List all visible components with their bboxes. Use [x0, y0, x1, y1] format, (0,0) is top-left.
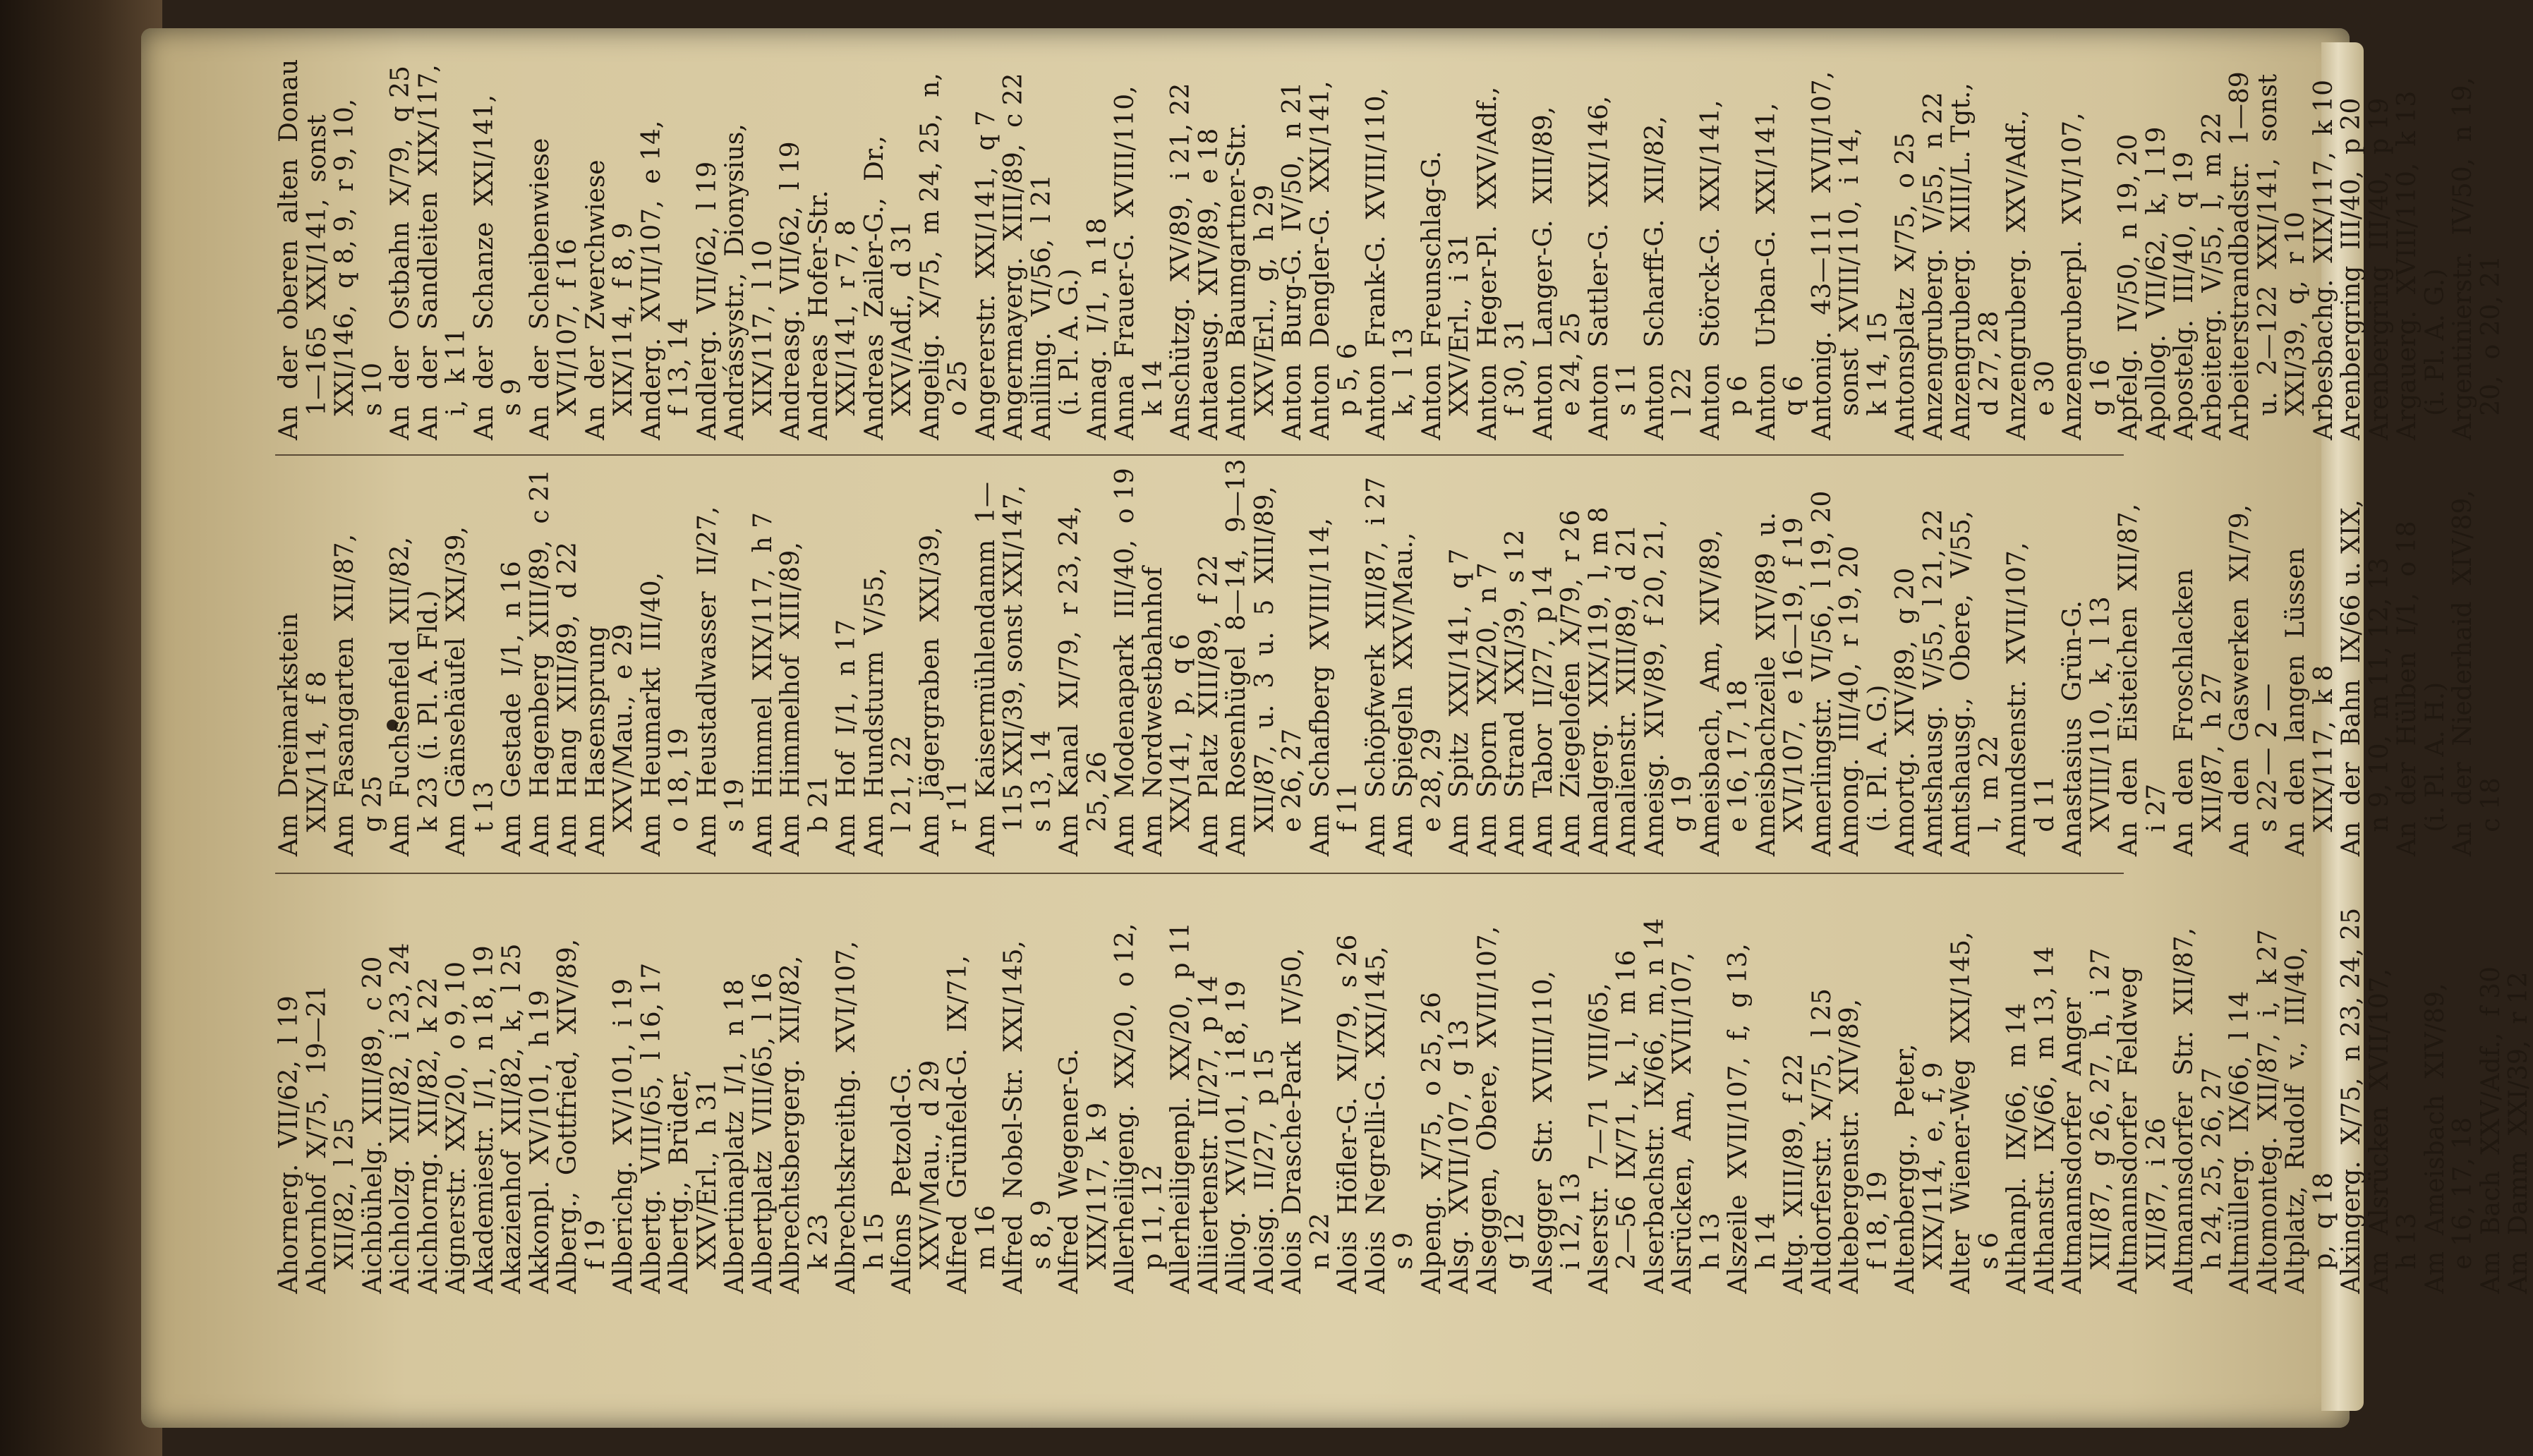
index-entry: An der Ostbahn X/79, q 25 [386, 66, 415, 440]
index-entry: Am Ziegelofen X/79, r 26 [1556, 509, 1585, 856]
index-entry: Althanpl. IX/66, m 14 [2002, 1002, 2031, 1294]
index-entry: Ameisg. XIV/89, f 20, 21, [1640, 519, 1669, 856]
index-entry: k, l 13 [1389, 327, 1418, 440]
index-entry: Amtshausg. V/55, l 21, 22 [1918, 509, 1948, 856]
index-entry: Akazienhof XII/82, k, l 25 [497, 943, 526, 1294]
index-entry: Albrechtsbergerg. XII/82, [776, 955, 805, 1294]
index-entry: (i. Pl. A. H.) [2420, 681, 2450, 856]
index-entry: XIX/117, k 9 [1082, 1102, 1112, 1294]
index-entry: An der oberen alten Donau [274, 59, 303, 440]
street-index-column-3 [275, 45, 2505, 440]
index-entry: Althanstr. IX/66, m 13, 14 [2030, 946, 2060, 1294]
index-entry: i 12, 13 [1556, 1172, 1585, 1294]
index-entry: n 9, 10, m 11, 12, 13 [2364, 557, 2394, 856]
index-entry: f 11 [1334, 782, 1362, 856]
index-entry: Amerlingstr. VI/56, l 19, 20 [1807, 490, 1837, 856]
index-entry: XXI/146, q 8, 9, r 9, 10, [330, 98, 359, 440]
index-entry: o 18, 19 [665, 728, 694, 856]
index-entry: t 13 [469, 781, 499, 856]
column-divider [275, 454, 2124, 456]
book-spine [0, 0, 162, 1456]
index-entry: Alserstr. 7—71 VIII/65, [1584, 983, 1614, 1294]
index-entry: l 21, 22 [888, 735, 917, 856]
index-entry: Ahornerg. VII/62, l 19 [274, 995, 303, 1294]
index-entry: Am Jägergraben XXI/39, [915, 526, 945, 856]
index-entry: Am Bach XXV/Adf., f 30 [2476, 966, 2505, 1294]
index-entry: Akkonpl. XV/101, h 19 [525, 990, 555, 1294]
column-divider [275, 873, 2124, 874]
index-entry: Altebergenstr. XIV/89, [1835, 998, 1864, 1294]
index-entry: An der Bahn IX/66 u. XIX, [2337, 499, 2366, 856]
index-entry: Alsegger Str. XVIII/110, [1528, 970, 1558, 1294]
index-entry: Andreasg. VII/62, l 19 [776, 141, 805, 440]
index-entry: Am Hang XIII/89, d 22 [553, 542, 582, 856]
index-entry: h 13 [2393, 1213, 2422, 1294]
index-entry: Am Kanal XI/79, r 23, 24, [1055, 505, 1084, 856]
index-entry: Ameisbachzeile XIV/89 u. [1751, 511, 1781, 856]
index-entry: e 16, 17, 18 [2448, 1117, 2477, 1294]
index-entry: Am Nordwestbahnhof [1138, 566, 1168, 856]
index-entry: Alois Drasche-Park IV/50, [1278, 947, 1307, 1294]
index-entry: f 13, 14 [665, 317, 694, 440]
index-entry: Among. III/40, r 19, 20 [1835, 545, 1864, 856]
index-entry: g 16 [2086, 359, 2115, 440]
index-entry: Anton Dengler-G. XXI/141, [1305, 80, 1335, 440]
index-entry: Aichholzg. XII/82, i 23, 24 [386, 942, 415, 1294]
index-entry: k 14, 15 [1863, 311, 1892, 440]
index-entry: Apfelg. IV/50, n 19, 20 [2114, 133, 2143, 440]
index-entry: XX/141, p, q 6 [1166, 633, 1195, 856]
index-entry: Angererstr. XXI/141, q 7 [971, 110, 1000, 440]
page-content [141, 28, 2533, 1428]
index-entry: Anzengruberg. V/55, n 22 [1918, 92, 1948, 440]
index-entry: Antaeusg. XIV/89, e 18 [1194, 128, 1223, 440]
index-entry: Am Himmel XIX/117, h 7 [748, 511, 778, 856]
index-entry: Annag. I/1, n 18 [1082, 217, 1112, 440]
index-entry: e 28, 29 [1417, 728, 1446, 856]
index-entry: Alois Höfler-G. XI/79, s 26 [1334, 934, 1362, 1294]
index-entry: Altdorferstr. X/75, l 25 [1807, 988, 1837, 1294]
index-entry: Am Modenapark III/40, o 19 [1111, 468, 1139, 856]
index-entry: Arbeiterg. V/55, l, m 22 [2197, 112, 2227, 440]
index-entry: r 11 [943, 779, 972, 856]
index-entry: Akademiestr. I/1, n 18, 19 [469, 945, 499, 1294]
index-entry: An der Scheibenwiese [525, 138, 555, 440]
index-entry: XII/87, i 26 [2141, 1117, 2171, 1294]
index-entry: Andreas Hofer-Str. [804, 190, 833, 440]
index-entry: XXV/Erl., h 31 [692, 1079, 722, 1294]
index-entry: An der Schanze XXI/141, [469, 94, 499, 440]
index-entry: Alberg., Gottfried, XIV/89, [553, 938, 582, 1294]
index-entry: An den Eisteichen XII/87, [2114, 503, 2143, 856]
index-entry: p, q 18 [2309, 1172, 2338, 1294]
index-entry: Am Spitz XXI/141, q 7 [1445, 548, 1474, 856]
index-entry: An der Hülben I/1, o 18 [2393, 521, 2422, 856]
index-entry: Anna Frauer-G. XVIII/110, [1111, 85, 1139, 440]
index-entry: Anzengruberg. XIII/L. Tgt., [1947, 83, 1976, 440]
index-entry: 115 XXI/39, sonst XXI/147, [999, 485, 1028, 856]
index-entry: Albertg. VIII/65, l 16, 17 [636, 962, 666, 1294]
index-entry: p 6 [1724, 375, 1753, 440]
index-entry: h 15 [859, 1213, 889, 1294]
index-entry: Alserbachstr. IX/66, m, n 14 [1640, 918, 1669, 1294]
index-entry: 1—165 XXI/141, sonst [302, 114, 332, 440]
index-entry: XII/87, u. 3 u. 5 XIII/89, [1250, 486, 1279, 856]
index-entry: Argauerg. XVIII/110, k 13 [2393, 90, 2422, 440]
index-entry: Anton Urban-G. XXI/141, [1751, 102, 1781, 440]
index-entry: s 22 [2253, 778, 2283, 856]
index-entry: Am Fasangarten XII/87, [330, 533, 359, 856]
index-entry: Aloisg. II/27, p 15 [1250, 1048, 1279, 1294]
index-entry: f 30, 31 [1501, 317, 1530, 440]
index-entry: Alois Negrelli-G. XXI/145, [1361, 946, 1391, 1294]
index-entry: p 5, 6 [1334, 343, 1362, 440]
index-entry: Am Gänsehäufel XXI/39, [442, 526, 471, 856]
index-entry: Am Schafberg XVIII/114, [1305, 518, 1335, 856]
street-index-column-1 [275, 899, 2533, 1294]
index-entry: c 18 [2476, 777, 2505, 856]
index-entry: XIX/117, l 10 [748, 240, 778, 440]
index-entry: XXV/Adf., d 31 [888, 221, 917, 440]
index-entry: (i. Pl. A. G.) [1055, 268, 1084, 440]
index-entry: Arenbergring III/40, p 20 [2337, 97, 2366, 440]
index-entry: An den Gaswerken XI/79, [2225, 504, 2254, 856]
index-entry: Am Gestade I/1, n 16 [497, 561, 526, 856]
index-entry: Albertplatz VIII/65, l 16 [748, 972, 778, 1294]
index-entry: Am Dreimarkstein [274, 612, 303, 856]
index-entry: sonst XVIII/110, i 14, [1835, 127, 1864, 440]
index-entry: XII/87, h 27 [2197, 672, 2227, 856]
index-entry: Anton Frank-G. XVIII/110, [1361, 87, 1391, 440]
index-entry: s 19 [720, 778, 749, 856]
index-entry: Ahornhof X/75, 19—21 [302, 985, 332, 1294]
index-entry: m 16 [971, 1205, 1000, 1294]
index-entry: An der Sandleiten XIX/117, [413, 64, 443, 440]
index-entry: Altomonteg. XII/87, i, k 27 [2253, 928, 2283, 1294]
index-entry: s 10 [358, 362, 387, 440]
index-entry: (i. Pl. A. G.) [1863, 684, 1892, 856]
index-entry: Amalienstr. XIII/89, d 21 [1612, 524, 1641, 856]
index-entry: d 11 [2030, 775, 2060, 856]
index-entry: Ameisbach, Am, XIV/89, [1695, 529, 1725, 856]
index-entry: Allerheiligenpl. XX/20, p 11 [1166, 922, 1195, 1294]
index-entry: s 13, 14 [1027, 730, 1056, 856]
index-entry: Argentinierstr. IV/50, n 19, [2448, 77, 2477, 440]
index-entry: Andlerg. VII/62, l 19 [692, 161, 722, 440]
index-entry: 2—56 IX/71, k, l, m 16 [1612, 950, 1641, 1294]
index-entry: Aignerstr. XX/20, o 9, 10 [442, 961, 471, 1294]
index-entry: Alliiertenstr. II/27, p 14 [1194, 975, 1223, 1294]
index-entry: Anzengruberpl. XVI/107, [2058, 112, 2087, 440]
index-entry: Am Tabor II/27, p 14 [1528, 566, 1558, 856]
index-entry: s 6 [1974, 1232, 2004, 1294]
index-entry: Anton Langer-G. XIII/89, [1528, 106, 1558, 440]
index-entry: h 24, 25, 26, 27 [2197, 1067, 2227, 1294]
index-entry: XIX/117, k 8 [2309, 665, 2338, 856]
index-entry: Antonsplatz X/75, o 25 [1891, 132, 1920, 440]
index-entry: n 22 [1305, 1213, 1335, 1294]
index-entry: Am Heustadlwasser II/27, [692, 506, 722, 856]
index-entry: Alsg. XVII/107, g 13 [1445, 1019, 1474, 1294]
index-entry: Allerheiligeng. XX/20, o 12, [1111, 923, 1139, 1294]
index-entry: s 11 [1612, 362, 1641, 440]
index-entry: An der Zwerchwiese [581, 159, 610, 440]
index-entry: Altmannsdorfer Str. XII/87, [2170, 927, 2199, 1294]
index-entry: Andreas Zailer-G., Dr., [859, 135, 889, 440]
index-entry: Am Rosenhügel 8—14, 9—13 [1222, 459, 1251, 856]
index-entry: Anton Scharff-G. XII/82, [1640, 116, 1669, 440]
index-entry: XII/87, g 26, 27, h, i 27 [2086, 947, 2115, 1294]
index-entry: Andrássystr., Dionysius, [720, 123, 749, 440]
index-entry: Am Kaisermühlendamm 1— [971, 482, 1000, 856]
index-entry: Am Ameisbach XIV/89, [2420, 983, 2450, 1294]
index-entry: Aichbühelg. XIII/89, c 20 [358, 956, 387, 1294]
page-number: — 2 — [2251, 683, 2283, 776]
index-entry: g 25 [358, 775, 387, 856]
index-entry: Alfred Wegener-G. [1055, 1048, 1084, 1294]
index-entry: e 16, 17, 18 [1724, 679, 1753, 856]
index-entry: Am Hundsturm V/55, [859, 567, 889, 856]
index-entry: Alsrücken, Am, XVII/107, [1668, 952, 1697, 1294]
index-entry: e 30 [2030, 360, 2060, 440]
index-entry: XII/82, l 25 [330, 1117, 359, 1294]
index-entry: XXI/39, q, r 10 [2281, 212, 2310, 440]
index-entry: h 13 [1695, 1213, 1725, 1294]
index-entry: XXV/Erl., g, h 29 [1250, 184, 1279, 440]
index-entry: XIX/114, f 8 [302, 671, 332, 856]
index-entry: Altmannsdorfer Feldweg [2114, 966, 2143, 1294]
index-entry: XXV/Mau., d 29 [915, 1060, 945, 1294]
index-entry: Alseggen, Obere, XVII/107, [1473, 926, 1502, 1294]
index-entry: p 11, 12 [1138, 1164, 1168, 1294]
index-entry: Am Alsrücken XVII/107, [2364, 968, 2394, 1294]
index-entry: XIX/114, f 8, 9 [609, 222, 638, 440]
index-entry: Altenbergg., Peter, [1891, 1043, 1920, 1294]
index-entry: Arbesbachg. XIX/117, k 10 [2309, 80, 2338, 440]
index-entry: Anton Sattler-G. XXI/146, [1584, 95, 1614, 440]
index-entry: Am Strand XXI/39, s 12 [1501, 529, 1530, 856]
index-entry: XIX/114, e, f, 9 [1918, 1062, 1948, 1294]
index-entry: Anton Baumgartner-Str. [1222, 122, 1251, 440]
index-entry: Anastasius Grün-G. [2058, 600, 2087, 856]
index-entry: Am Spiegeln XXV/Mau., [1389, 532, 1418, 856]
index-entry: Altmannsdorfer Anger [2058, 997, 2087, 1294]
index-entry: k 14 [1138, 360, 1168, 440]
index-entry: o 25 [943, 360, 972, 440]
index-entry: k 23 (i. Pl. A. Fld.) [413, 590, 443, 856]
index-entry: Amundsenstr. XVII/107, [2002, 542, 2031, 856]
index-entry: Anschützg. XV/89, i 21, 22 [1166, 83, 1195, 440]
index-entry: q 6 [1779, 375, 1808, 440]
index-entry: Alter Wiener-Weg XXI/145, [1947, 931, 1976, 1294]
index-entry: b 21 [804, 775, 833, 856]
index-entry: Am Schöpfwerk XII/87, i 27 [1361, 476, 1391, 856]
index-entry: s 9 [1389, 1232, 1418, 1294]
index-entry: Am Hof I/1, n 17 [832, 619, 861, 856]
index-entry: Anton Störck-G. XXI/141, [1695, 99, 1725, 440]
index-entry: Albertg., Brüder, [665, 1069, 694, 1294]
index-entry: Alfred Grünfeld-G. IX/71, [943, 954, 972, 1294]
index-entry: l, m 22 [1974, 735, 2004, 856]
index-entry: 20, o 20, 21 [2476, 255, 2505, 440]
index-entry: Aichhorng. XII/82, k 22 [413, 977, 443, 1294]
index-entry: Am Heumarkt III/40, [636, 572, 666, 856]
index-entry: i, k 11 [442, 327, 471, 440]
index-entry: Alfons Petzold-G. [888, 1067, 917, 1294]
index-entry: XXI/141, r 7, 8 [832, 219, 861, 440]
index-entry: Am Hasensprung [581, 626, 610, 856]
index-entry: Am Hagenberg XIII/89, c 21 [525, 469, 555, 856]
index-entry: Am Sporn XX/20, n 7 [1473, 562, 1502, 856]
index-entry: Am Fuchsenfeld XII/82, [386, 536, 415, 856]
index-entry: XVI/107, f 16 [553, 238, 582, 440]
index-entry: Altplatz, Rudolf v., III/40, [2281, 946, 2310, 1294]
index-entry: f 18, 19 [1863, 1171, 1892, 1294]
index-entry: An den Froschlacken [2170, 569, 2199, 856]
index-entry: Antonig. 43—111 XVII/107, [1807, 71, 1837, 440]
index-entry: Altmüllerg. IX/66, l 14 [2225, 990, 2254, 1294]
index-entry: Amtshausg., Obere, V/55, [1947, 510, 1976, 856]
index-entry: Alfred Nobel-Str. XXI/145, [999, 940, 1028, 1294]
index-entry: g 12 [1501, 1213, 1530, 1294]
index-entry: Alliog. XV/101, i 18, 19 [1222, 981, 1251, 1294]
street-index-column-2 [275, 461, 2505, 856]
index-entry: d 27, 28 [1974, 310, 2004, 440]
index-entry: s 9 [497, 378, 526, 440]
index-entry: XVI/107, e 16—19, f 19 [1779, 517, 1808, 856]
index-entry: Amalgerg. XIX/119, l, m 8 [1584, 506, 1614, 856]
index-entry: Arenbergring III/40, p 19 [2364, 97, 2394, 440]
index-entry: f 19 [581, 1220, 610, 1294]
index-entry: Am Damm XXI/39, r 12 [2504, 971, 2533, 1294]
index-entry: Anzengruberg. XXV/Adf., [2002, 109, 2031, 440]
index-entry: 25, 26 [1082, 751, 1112, 856]
index-entry: u. 2—122 XXI/141, sonst [2253, 73, 2283, 440]
index-entry: Alberichg. XV/101, i 19 [609, 978, 638, 1294]
index-entry: Angermayerg. XIII/89, c 22 [999, 73, 1028, 440]
index-entry: Am Platz XIII/89, f 22 [1194, 554, 1223, 856]
index-entry: Alszeile XVII/107, f, g 13, [1724, 943, 1753, 1294]
index-entry: An der Niederhaid XIV/89, [2448, 490, 2477, 856]
index-entry: e 26, 27 [1278, 728, 1307, 856]
index-entry: i 27 [2141, 783, 2171, 856]
index-entry: XVIII/110, k, l 13 [2086, 596, 2115, 856]
index-entry: Angelig. X/75, m 24, 25, n, [915, 73, 945, 440]
index-entry: s 8, 9 [1027, 1200, 1056, 1294]
index-entry: An den langen Lüssen [2281, 547, 2310, 856]
index-entry: Apostelg. III/40, q 19 [2170, 151, 2199, 440]
index-entry: Anton Freunschlag-G. [1417, 150, 1446, 440]
index-entry: e 24, 25 [1556, 312, 1585, 440]
index-entry: Amortg. XIV/89, g 20 [1891, 567, 1920, 856]
index-entry: XXV/Mau., e 29 [609, 624, 638, 856]
index-entry: Apollog. VII/62, k, l 19 [2141, 126, 2171, 440]
index-entry: Anderg. XVII/107, e 14, [636, 120, 666, 440]
index-entry: (i. Pl. A. G.) [2420, 268, 2450, 440]
index-entry: Am Himmelhof XIII/89, [776, 542, 805, 856]
index-entry: Anilling. VI/56, l 21 [1027, 174, 1056, 440]
index-entry: g 19 [1668, 775, 1697, 856]
index-entry: Albrechtskreithg. XVI/107, [832, 940, 861, 1294]
index-entry: h 14 [1751, 1213, 1781, 1294]
index-entry: Alpeng. X/75, o 25, 26 [1417, 992, 1446, 1294]
index-entry: Albertinaplatz I/1, n 18 [720, 978, 749, 1294]
index-entry: XXV/Erl., i 31 [1445, 233, 1474, 440]
index-entry: Anton Heger-Pl. XXV/Adf., [1473, 86, 1502, 440]
index-entry: Anton Burg-G. IV/50, n 21 [1278, 81, 1307, 440]
index-entry: Altg. XIII/89, f 22 [1779, 1053, 1808, 1294]
index-entry: l 22 [1668, 367, 1697, 440]
index-entry: Arbeiterstrandbadstr. 1—89 [2225, 71, 2254, 440]
index-entry: k 23 [804, 1213, 833, 1294]
index-entry: Alxingerg. X/75, n 23, 24, 25 [2337, 907, 2366, 1294]
